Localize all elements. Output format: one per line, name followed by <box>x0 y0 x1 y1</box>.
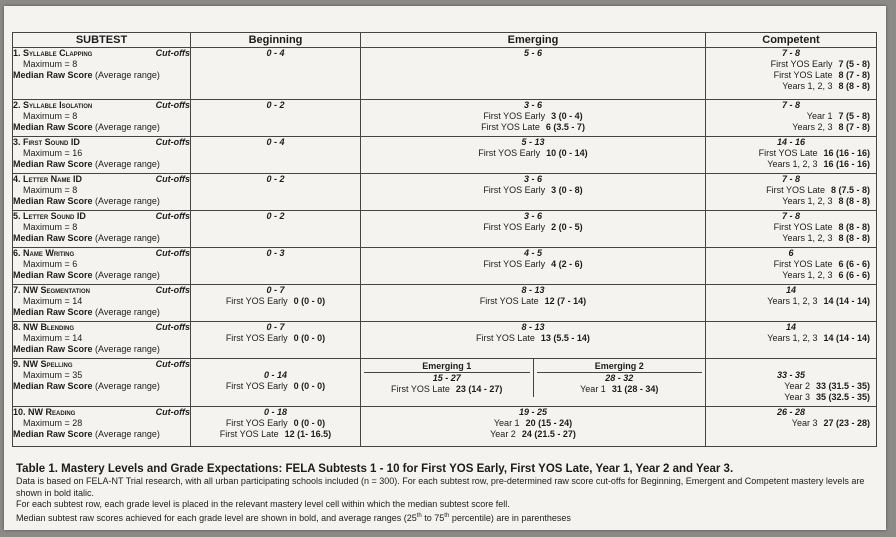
grade-label: Years 1, 2, 3 <box>782 196 833 206</box>
mastery-table <box>12 32 877 447</box>
median-value: 8 (7 - 8) <box>838 122 870 132</box>
subtest-cell <box>13 100 191 137</box>
beginning-cell <box>191 137 361 174</box>
subtest-name: 3. First Sound ID <box>13 137 80 147</box>
table-row <box>13 48 877 100</box>
median-value: 24 (21.5 - 27) <box>521 429 576 439</box>
maximum-score: Maximum = 35 <box>23 370 83 380</box>
subtest-name-line <box>13 359 190 370</box>
header-beginning: Beginning <box>191 33 361 48</box>
emerging-cell <box>361 174 706 211</box>
cutoff-range: 0 - 4 <box>266 137 285 147</box>
grade-label: First YOS Early <box>225 381 288 391</box>
subtest-cell <box>13 248 191 285</box>
median-value: 33 (31.5 - 35) <box>815 381 870 391</box>
subtest-name: 8. NW Blending <box>13 322 75 332</box>
cutoffs-label: Cut-offs <box>155 100 190 110</box>
grade-label: Years 1, 2, 3 <box>782 270 833 280</box>
subtest-cell <box>13 285 191 322</box>
subtest-cell <box>13 322 191 359</box>
grade-label: First YOS Late <box>219 429 279 439</box>
median-value: 12 (7 - 14) <box>544 296 587 306</box>
maximum-score: Maximum = 6 <box>23 259 78 269</box>
grade-result <box>706 185 876 196</box>
grade-result <box>706 222 876 233</box>
grade-result <box>191 381 360 392</box>
grade-result <box>706 392 876 403</box>
grade-result <box>361 296 705 307</box>
maximum-score: Maximum = 28 <box>23 418 83 428</box>
cutoff-range: 0 - 7 <box>266 285 285 295</box>
median-value: 23 (14 - 27) <box>455 384 503 394</box>
median-value: 16 (16 - 16) <box>823 148 870 158</box>
median-value: 12 (1- 16.5) <box>284 429 332 439</box>
grade-label: Year 1 <box>580 384 606 394</box>
grade-result <box>706 196 876 207</box>
median-value: 20 (15 - 24) <box>525 418 573 428</box>
grade-result <box>706 296 876 307</box>
emerging-cell <box>361 100 706 137</box>
emerging-cell <box>361 211 706 248</box>
grade-label: First YOS Late <box>481 122 540 132</box>
subtest-name-line <box>13 211 190 222</box>
grade-label: First YOS Early <box>483 185 546 195</box>
maximum-score: Maximum = 8 <box>23 222 78 232</box>
emerging-1-cell <box>361 359 534 397</box>
median-value: 10 (0 - 14) <box>546 148 588 158</box>
cutoff-range: 26 - 28 <box>776 407 806 417</box>
table-row <box>13 407 877 447</box>
grade-result <box>361 222 705 233</box>
subtest-name: 1. Syllable Clapping <box>13 48 93 58</box>
grade-result <box>706 148 876 159</box>
median-value: 27 (23 - 28) <box>823 418 870 428</box>
caption-note-1: Data is based on FELA-NT Trial research, with all urban participating schools included (n = 300). For each subtest row, pre-determined raw score cut-offs for Beginning, Emergent and Competent mastery levels are shown in bold italic. <box>16 476 865 498</box>
maximum-score: Maximum = 8 <box>23 185 78 195</box>
cutoffs-label: Cut-offs <box>155 285 190 295</box>
grade-label: Year 1 <box>493 418 520 428</box>
grade-result <box>191 429 360 440</box>
median-label: Median Raw Score (Average range) <box>13 159 160 169</box>
grade-result <box>361 333 705 344</box>
emerging-1-title: Emerging 1 <box>364 361 530 373</box>
competent-cell <box>706 285 877 322</box>
beginning-cell <box>191 407 361 447</box>
cutoff-range: 7 - 8 <box>781 48 800 58</box>
grade-label: First YOS Late <box>758 148 818 158</box>
median-value: 2 (0 - 5) <box>551 222 583 232</box>
emerging-cell <box>361 407 706 447</box>
median-label: Median Raw Score (Average range) <box>13 307 160 317</box>
cutoff-range: 7 - 8 <box>781 211 800 221</box>
cutoff-range: 33 - 35 <box>776 370 806 380</box>
table-row <box>13 359 877 407</box>
grade-result <box>706 59 876 70</box>
beginning-cell <box>191 100 361 137</box>
median-value: 31 (28 - 34) <box>611 384 659 394</box>
grade-result <box>537 384 703 395</box>
table-row <box>13 174 877 211</box>
competent-cell <box>706 137 877 174</box>
competent-cell <box>706 174 877 211</box>
cutoffs-label: Cut-offs <box>155 322 190 332</box>
subtest-name-line <box>13 285 190 296</box>
table-row <box>13 100 877 137</box>
median-label: Median Raw Score (Average range) <box>13 429 160 439</box>
grade-result <box>361 418 705 429</box>
maximum-score: Maximum = 8 <box>23 111 78 121</box>
emerging-cell <box>361 248 706 285</box>
grade-result <box>191 418 360 429</box>
grade-result <box>364 384 530 395</box>
cutoff-range: 14 <box>785 322 796 332</box>
competent-cell <box>706 322 877 359</box>
subtest-name: 9. NW Spelling <box>13 359 73 369</box>
header-subtest: SUBTEST <box>13 33 191 48</box>
emerging-2-cell <box>534 359 706 397</box>
median-value: 6 (6 - 6) <box>838 259 870 269</box>
competent-cell <box>706 248 877 285</box>
emerging-cell <box>361 322 706 359</box>
beginning-cell <box>191 322 361 359</box>
beginning-cell <box>191 48 361 100</box>
beginning-cell <box>191 359 361 407</box>
cutoff-range: 0 - 3 <box>266 248 285 258</box>
median-value: 8 (8 - 8) <box>838 233 870 243</box>
median-value: 6 (6 - 6) <box>838 270 870 280</box>
median-value: 3 (0 - 8) <box>551 185 583 195</box>
table-row <box>13 211 877 248</box>
median-value: 0 (0 - 0) <box>293 418 326 428</box>
emerging-2-title: Emerging 2 <box>537 361 703 373</box>
median-value: 14 (14 - 14) <box>823 296 870 306</box>
grade-result <box>706 233 876 244</box>
emerging-cell <box>361 359 706 407</box>
subtest-name: 4. Letter Name ID <box>13 174 83 184</box>
caption-note-3: Median subtest raw scores achieved for each grade level are shown in bold, and average ranges (25th to 75th percentile) are in parentheses <box>16 512 571 523</box>
cutoffs-label: Cut-offs <box>155 48 190 58</box>
grade-label: First YOS Early <box>225 418 288 428</box>
cutoff-range: 3 - 6 <box>523 100 542 110</box>
grade-result <box>706 81 876 92</box>
median-value: 8 (7 - 8) <box>838 70 870 80</box>
competent-cell <box>706 100 877 137</box>
median-value: 3 (0 - 4) <box>551 111 583 121</box>
grade-label: First YOS Late <box>773 222 833 232</box>
grade-result <box>191 333 360 344</box>
median-label: Median Raw Score (Average range) <box>13 233 160 243</box>
subtest-name: 10. NW Reading <box>13 407 76 417</box>
competent-cell <box>706 211 877 248</box>
grade-label: First YOS Late <box>479 296 539 306</box>
grade-label: Year 1 <box>806 111 833 121</box>
competent-cell <box>706 359 877 407</box>
subtest-name-line <box>13 248 190 259</box>
subtest-name-line <box>13 48 190 59</box>
grade-label: First YOS Early <box>225 333 288 343</box>
beginning-cell <box>191 174 361 211</box>
grade-result <box>706 418 876 429</box>
competent-cell <box>706 407 877 447</box>
grade-result <box>361 429 705 440</box>
grade-result <box>361 259 705 270</box>
grade-result <box>706 333 876 344</box>
cutoff-range: 14 <box>785 285 796 295</box>
grade-label: Year 3 <box>784 392 810 402</box>
cutoff-range: 3 - 6 <box>523 174 542 184</box>
maximum-score: Maximum = 16 <box>23 148 83 158</box>
median-label: Median Raw Score (Average range) <box>13 196 160 206</box>
cutoff-range: 0 - 18 <box>263 407 287 417</box>
subtest-cell <box>13 359 191 407</box>
grade-label: First YOS Late <box>766 185 825 195</box>
caption-note-2: For each subtest row, each grade level is placed in the relevant mastery level cell within which the median subtest score fell. <box>16 499 510 509</box>
emerging-split <box>361 359 705 397</box>
median-value: 7 (5 - 8) <box>838 111 870 121</box>
median-value: 35 (32.5 - 35) <box>815 392 870 402</box>
grade-result <box>706 122 876 133</box>
subtest-cell <box>13 211 191 248</box>
median-value: 16 (16 - 16) <box>823 159 870 169</box>
grade-label: Years 1, 2, 3 <box>767 159 818 169</box>
maximum-score: Maximum = 8 <box>23 59 78 69</box>
grade-result <box>706 381 876 392</box>
median-value: 8 (8 - 8) <box>838 222 870 232</box>
cutoff-range: 0 - 7 <box>266 322 285 332</box>
cutoffs-label: Cut-offs <box>155 174 190 184</box>
grade-label: Years 1, 2, 3 <box>782 81 833 91</box>
grade-label: Year 2 <box>490 429 516 439</box>
cutoff-range: 5 - 13 <box>521 137 545 147</box>
median-value: 8 (7.5 - 8) <box>830 185 870 195</box>
grade-label: Years 1, 2, 3 <box>767 296 818 306</box>
cutoff-range: 0 - 2 <box>266 211 285 221</box>
median-label: Median Raw Score (Average range) <box>13 270 160 280</box>
beginning-cell <box>191 211 361 248</box>
grade-label: Years 2, 3 <box>792 122 833 132</box>
cutoff-range: 7 - 8 <box>781 174 800 184</box>
beginning-cell <box>191 285 361 322</box>
grade-result <box>706 259 876 270</box>
median-value: 0 (0 - 0) <box>293 296 326 306</box>
subtest-name-line <box>13 407 190 418</box>
median-value: 8 (8 - 8) <box>838 81 870 91</box>
grade-label: First YOS Early <box>225 296 288 306</box>
subtest-cell <box>13 407 191 447</box>
cutoff-range: 0 - 14 <box>263 370 287 380</box>
grade-label: First YOS Late <box>476 333 535 343</box>
header-competent: Competent <box>706 33 877 48</box>
median-value: 4 (2 - 6) <box>551 259 583 269</box>
median-label: Median Raw Score (Average range) <box>13 70 160 80</box>
grade-result <box>191 296 360 307</box>
subtest-cell <box>13 48 191 100</box>
grade-result <box>706 70 876 81</box>
subtest-name-line <box>13 174 190 185</box>
cutoff-range: 7 - 8 <box>781 100 800 110</box>
caption-title: Table 1. Mastery Levels and Grade Expectations: FELA Subtests 1 - 10 for First YOS Early, First YOS Late, Year 1, Year 2 and Year 3. <box>16 463 734 475</box>
cutoff-range: 6 <box>788 248 794 258</box>
maximum-score: Maximum = 14 <box>23 333 83 343</box>
cutoff-range: 8 - 13 <box>521 285 545 295</box>
table-row <box>13 285 877 322</box>
cutoffs-label: Cut-offs <box>155 359 190 369</box>
subtest-name-line <box>13 100 190 111</box>
subtest-cell <box>13 137 191 174</box>
emerging-cell <box>361 48 706 100</box>
cutoff-range: 14 - 16 <box>776 137 806 147</box>
cutoffs-label: Cut-offs <box>155 248 190 258</box>
cutoff-range: 19 - 25 <box>518 407 548 417</box>
grade-label: First YOS Early <box>483 111 546 121</box>
cutoff-range: 0 - 2 <box>266 174 285 184</box>
emerging-cell <box>361 137 706 174</box>
grade-label: First YOS Early <box>770 59 833 69</box>
median-value: 0 (0 - 0) <box>293 381 326 391</box>
grade-label: Years 1, 2, 3 <box>782 233 833 243</box>
grade-result <box>361 148 705 159</box>
median-value: 6 (3.5 - 7) <box>545 122 585 132</box>
subtest-name: 2. Syllable Isolation <box>13 100 93 110</box>
table-caption <box>16 462 876 524</box>
subtest-name: 5. Letter Sound ID <box>13 211 86 221</box>
table-row <box>13 248 877 285</box>
grade-label: Years 1, 2, 3 <box>767 333 818 343</box>
cutoff-range: 5 - 6 <box>523 48 542 58</box>
median-value: 0 (0 - 0) <box>293 333 326 343</box>
subtest-name-line <box>13 322 190 333</box>
median-value: 8 (8 - 8) <box>838 196 870 206</box>
table-row <box>13 322 877 359</box>
median-value: 7 (5 - 8) <box>838 59 870 69</box>
emerging-cell <box>361 285 706 322</box>
grade-label: First YOS Late <box>773 70 833 80</box>
grade-label: First YOS Late <box>773 259 833 269</box>
subtest-name: 6. Name Writing <box>13 248 75 258</box>
grade-label: First YOS Early <box>478 148 541 158</box>
cutoff-range: 15 - 27 <box>432 373 461 383</box>
grade-label: Year 3 <box>791 418 818 428</box>
subtest-name-line <box>13 137 190 148</box>
cutoff-range: 28 - 32 <box>605 373 634 383</box>
median-label: Median Raw Score (Average range) <box>13 344 160 354</box>
table-row <box>13 137 877 174</box>
maximum-score: Maximum = 14 <box>23 296 83 306</box>
subtest-cell <box>13 174 191 211</box>
grade-result <box>361 122 705 133</box>
cutoff-range: 4 - 5 <box>523 248 542 258</box>
cutoffs-label: Cut-offs <box>155 407 190 417</box>
beginning-cell <box>191 248 361 285</box>
median-label: Median Raw Score (Average range) <box>13 381 160 391</box>
cutoff-range: 0 - 2 <box>266 100 285 110</box>
header-emerging: Emerging <box>361 33 706 48</box>
cutoff-range: 8 - 13 <box>521 322 545 332</box>
grade-label: First YOS Early <box>483 259 546 269</box>
grade-result <box>706 159 876 170</box>
median-value: 13 (5.5 - 14) <box>540 333 590 343</box>
cutoffs-label: Cut-offs <box>155 211 190 221</box>
median-label: Median Raw Score (Average range) <box>13 122 160 132</box>
grade-label: First YOS Early <box>483 222 546 232</box>
cutoff-range: 0 - 4 <box>266 48 285 58</box>
grade-result <box>361 185 705 196</box>
grade-label: Year 2 <box>784 381 810 391</box>
grade-result <box>361 111 705 122</box>
grade-result <box>706 270 876 281</box>
grade-result <box>706 111 876 122</box>
grade-label: First YOS Late <box>391 384 450 394</box>
median-value: 14 (14 - 14) <box>823 333 870 343</box>
subtest-name: 7. NW Segmentation <box>13 285 90 295</box>
cutoffs-label: Cut-offs <box>155 137 190 147</box>
document-page <box>4 6 886 530</box>
competent-cell <box>706 48 877 100</box>
cutoff-range: 3 - 6 <box>523 211 542 221</box>
